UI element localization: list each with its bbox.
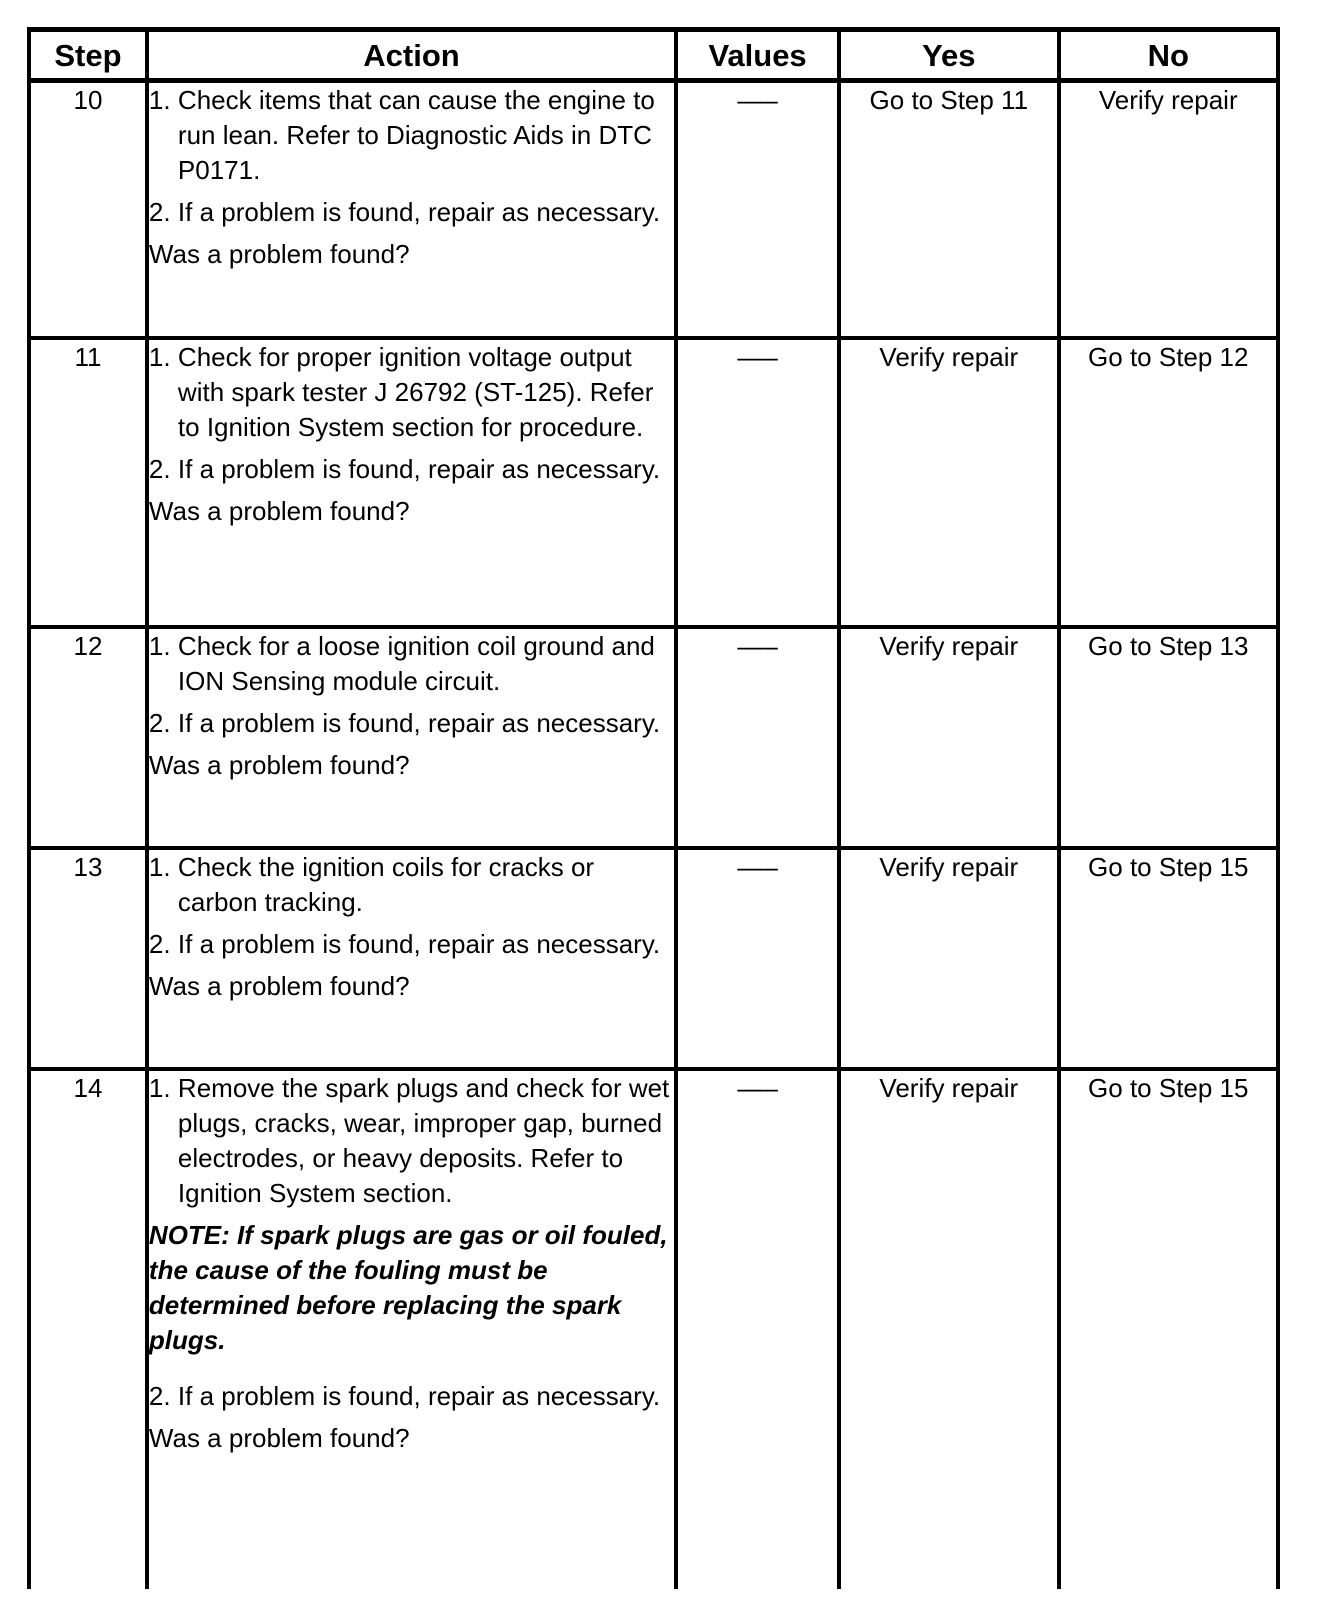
table-row bbox=[29, 338, 1278, 627]
action-text: Check the ignition coils for cracks or carbon tracking. bbox=[177, 851, 595, 917]
step-number: 13 bbox=[29, 848, 147, 1069]
no-cell bbox=[1059, 81, 1278, 338]
item-number: 2. bbox=[148, 453, 171, 484]
item-number: 1. bbox=[148, 630, 171, 661]
action-item bbox=[149, 340, 674, 445]
no-outcome: Verify repair bbox=[1098, 85, 1238, 115]
diagnostic-table-container bbox=[27, 27, 1280, 1608]
action-text: Check items that can cause the engine to run lean. Refer to Diagnostic Aids in DTC P0171. bbox=[177, 85, 655, 185]
question-text: Was a problem found? bbox=[148, 1422, 410, 1453]
values-dash: —– bbox=[737, 851, 778, 882]
table-row bbox=[29, 81, 1278, 338]
action-item bbox=[149, 83, 674, 188]
values-cell bbox=[676, 627, 839, 848]
header-action: Action bbox=[147, 30, 676, 81]
yes-cell bbox=[839, 338, 1058, 627]
yes-cell bbox=[839, 627, 1058, 848]
action-text: If a problem is found, repair as necessary. bbox=[177, 928, 661, 959]
step-number: 14 bbox=[29, 1069, 147, 1589]
yes-outcome: Verify repair bbox=[879, 851, 1019, 882]
question-text: Was a problem found? bbox=[148, 970, 410, 1001]
no-cell bbox=[1059, 627, 1278, 848]
item-number: 2. bbox=[148, 707, 171, 738]
header-no: No bbox=[1059, 30, 1278, 81]
action-item bbox=[149, 195, 674, 230]
table-row bbox=[29, 627, 1278, 848]
yes-outcome: Go to Step 11 bbox=[869, 85, 1029, 115]
item-number: 1. bbox=[148, 1072, 171, 1103]
note-text: NOTE: If spark plugs are gas or oil fouled, the cause of the fouling must be determined before replacing the spark plugs. bbox=[148, 1219, 668, 1355]
no-cell bbox=[1059, 1069, 1278, 1589]
header-row bbox=[29, 30, 1278, 81]
action-text: If a problem is found, repair as necessary. bbox=[177, 707, 661, 738]
action-cell bbox=[147, 627, 676, 848]
yes-outcome: Verify repair bbox=[879, 341, 1019, 372]
values-cell bbox=[676, 1069, 839, 1589]
no-outcome: Go to Step 15 bbox=[1088, 1072, 1249, 1103]
action-text: If a problem is found, repair as necessary. bbox=[177, 1380, 661, 1411]
question-text: Was a problem found? bbox=[148, 239, 410, 269]
header-step: Step bbox=[29, 30, 147, 81]
step-number: 12 bbox=[29, 627, 147, 848]
values-cell bbox=[676, 338, 839, 627]
item-number: 1. bbox=[148, 85, 171, 115]
question-text: Was a problem found? bbox=[148, 749, 410, 780]
action-text: Check for a loose ignition coil ground and ION Sensing module circuit. bbox=[177, 630, 655, 696]
values-dash: —– bbox=[737, 341, 778, 372]
values-dash: —– bbox=[737, 85, 778, 115]
yes-cell bbox=[839, 81, 1058, 338]
header-values: Values bbox=[676, 30, 839, 81]
step-number: 11 bbox=[29, 338, 147, 627]
action-item bbox=[149, 1071, 674, 1211]
values-cell bbox=[676, 81, 839, 338]
table-row bbox=[29, 848, 1278, 1069]
action-item bbox=[149, 927, 674, 962]
table-row bbox=[29, 1069, 1278, 1589]
no-outcome: Go to Step 15 bbox=[1088, 851, 1249, 882]
yes-outcome: Verify repair bbox=[879, 630, 1019, 661]
action-item bbox=[149, 629, 674, 699]
no-outcome: Go to Step 12 bbox=[1088, 341, 1249, 372]
item-number: 2. bbox=[148, 1380, 171, 1411]
item-number: 1. bbox=[148, 851, 171, 882]
yes-cell bbox=[839, 1069, 1058, 1589]
item-number: 2. bbox=[148, 197, 171, 227]
action-text: Check for proper ignition voltage output with spark tester J 26792 (ST-125). Refer to Ignition System section for procedure. bbox=[177, 341, 654, 442]
step-number: 10 bbox=[29, 81, 147, 338]
item-number: 2. bbox=[148, 928, 171, 959]
no-cell bbox=[1059, 338, 1278, 627]
diagnostic-table bbox=[27, 27, 1280, 1589]
action-item bbox=[149, 1379, 674, 1414]
action-cell bbox=[147, 1069, 676, 1589]
question-text: Was a problem found? bbox=[148, 495, 410, 526]
values-dash: —– bbox=[737, 1072, 778, 1103]
action-text: If a problem is found, repair as necessary. bbox=[177, 453, 661, 484]
action-item bbox=[149, 452, 674, 487]
yes-outcome: Verify repair bbox=[879, 1072, 1019, 1103]
yes-cell bbox=[839, 848, 1058, 1069]
action-cell bbox=[147, 848, 676, 1069]
values-cell bbox=[676, 848, 839, 1069]
action-cell bbox=[147, 81, 676, 338]
header-yes: Yes bbox=[839, 30, 1058, 81]
item-number: 1. bbox=[148, 341, 171, 372]
action-text: If a problem is found, repair as necessary. bbox=[177, 197, 661, 227]
no-cell bbox=[1059, 848, 1278, 1069]
action-item bbox=[149, 706, 674, 741]
action-text: Remove the spark plugs and check for wet plugs, cracks, wear, improper gap, burned electrodes, or heavy deposits. Refer to Ignition System section. bbox=[177, 1072, 670, 1208]
action-cell bbox=[147, 338, 676, 627]
values-dash: —– bbox=[737, 630, 778, 661]
action-item bbox=[149, 850, 674, 920]
no-outcome: Go to Step 13 bbox=[1088, 630, 1249, 661]
